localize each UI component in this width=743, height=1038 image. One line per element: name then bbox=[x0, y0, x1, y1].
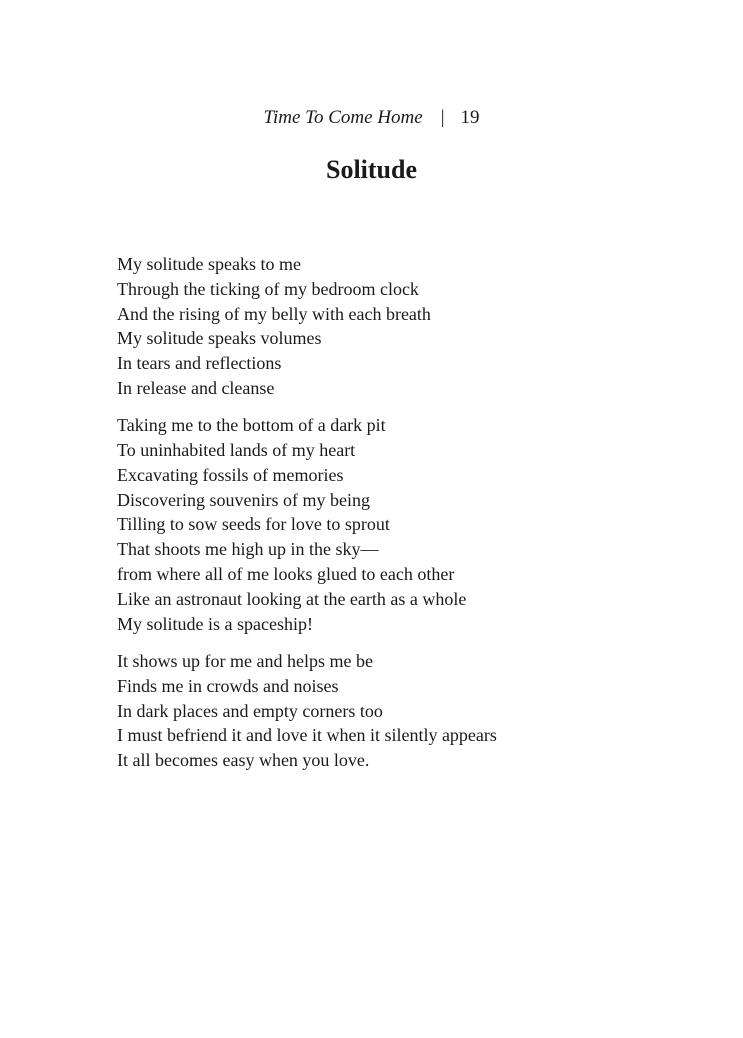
stanza-2 bbox=[117, 413, 717, 636]
poem-line: In release and cleanse bbox=[117, 377, 275, 398]
poem-title: Solitude bbox=[325, 155, 418, 184]
page-number: 19 bbox=[460, 107, 480, 128]
poem-line: Finds me in crowds and noises bbox=[117, 675, 339, 696]
poem-line: Taking me to the bottom of a dark pit bbox=[117, 415, 386, 436]
poem-line: It shows up for me and helps me be bbox=[117, 650, 373, 671]
poem-line: Tilling to sow seeds for love to sprout bbox=[117, 514, 390, 535]
poem-line: To uninhabited lands of my heart bbox=[117, 440, 356, 461]
poem-line: Excavating fossils of memories bbox=[117, 464, 344, 485]
book-title: Time To Come Home bbox=[263, 107, 423, 128]
poem-line: In tears and reflections bbox=[117, 353, 282, 374]
poem-line: And the rising of my belly with each breath bbox=[117, 303, 431, 324]
poem-line: Discovering souvenirs of my being bbox=[117, 489, 370, 510]
poem-line: In dark places and empty corners too bbox=[117, 700, 383, 721]
poem-line: Through the ticking of my bedroom clock bbox=[117, 278, 419, 299]
poem-line: My solitude speaks to me bbox=[117, 254, 301, 274]
poem-line: from where all of me looks glued to each other bbox=[117, 564, 455, 585]
running-header bbox=[0, 106, 743, 130]
poem-line: My solitude is a spaceship! bbox=[117, 613, 313, 634]
stanza-3 bbox=[117, 649, 717, 773]
poem-body bbox=[117, 252, 717, 785]
poem-line: My solitude speaks volumes bbox=[117, 328, 322, 349]
poem-line: I must befriend it and love it when it silently appears bbox=[117, 725, 497, 746]
stanza-1 bbox=[117, 252, 717, 401]
header-separator: | bbox=[440, 107, 445, 128]
poem-line: It all becomes easy when you love. bbox=[117, 750, 370, 771]
poem-line: Like an astronaut looking at the earth as a whole bbox=[117, 588, 467, 609]
poem-line: That shoots me high up in the sky— bbox=[117, 539, 379, 560]
